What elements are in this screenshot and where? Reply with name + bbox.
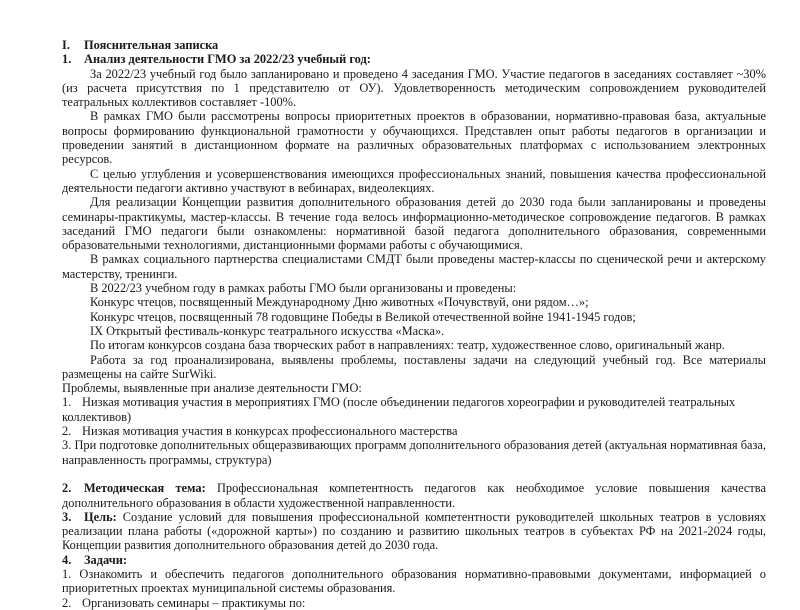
event-item: Конкурс чтецов, посвященный 78 годовщине Победы в Великой отечественной войне 1941-1945 годов;: [90, 309, 636, 324]
section-2-methodical-theme: 2. Методическая тема: Профессиональная компетентность педагогов как необходимое условие повышения качества дополнительного образования в области художественной направленности.: [62, 481, 766, 510]
event-item: Конкурс чтецов, посвященный Международному Дню животных «Почувствуй, они рядом…»;: [90, 295, 589, 310]
section-3-goal: 3. Цель: Создание условий для повышения профессиональной компетентности руководителей школьных театров в условиях реализации плана работы («дорожной карты») по созданию и развитию школьных театров в субъектах РФ на 2021-2024 годы, Концепции развития дополнительного образования детей до 2030 года.: [62, 509, 766, 553]
task-item: 2. Организовать семинары – практикумы по:: [62, 595, 306, 610]
paragraph-partnership: В рамках социального партнерства специалистами СМДТ были проведены мастер-классы по сценической речи и актерскому мастерству, тренинги.: [62, 252, 766, 281]
paragraph-webinars: С целью углубления и усовершенствования имеющихся профессиональных знаний, повышения качества профессиональной деятельности педагоги активно участвуют в вебинарах, видеолекциях.: [62, 166, 766, 195]
event-item: IX Открытый фестиваль-конкурс театрального искусства «Маска».: [90, 323, 445, 338]
section-I-heading: I. Пояснительная записка: [62, 38, 219, 52]
paragraph-concept: Для реализации Концепции развития дополнительного образования детей до 2030 года были запланированы и проведены семинары-практикумы, мастер-классы. В течение года велось информационно-методическое сопровождение педагогов. В рамках заседаний ГМО педагоги были ознакомлены: нормативной базой педагога дополнительного образования, современными образовательными технологиями, дистанционными формами работы с обучающимися.: [62, 195, 766, 253]
problem-item: 1. Низкая мотивация участия в мероприятиях ГМО (после объединении педагогов хореографии и руководителей театральных коллективов): [62, 395, 736, 424]
spacer: [62, 467, 766, 481]
task-item: 1. Ознакомить и обеспечить педагогов дополнительного образования нормативно-правовыми документами, информацией о приоритетных проектах муниципальной системы образования.: [62, 566, 766, 596]
paragraph-topics: В рамках ГМО были рассмотрены вопросы приоритетных проектов в образовании, нормативно-правовая база, актуальные вопросы формированию функциональной грамотности у обучающихся. Представлен опыт работы педагогов в организации и проведении занятий в дистанционном формате на различных образовательных платформах с использованием электронных ресурсов.: [62, 109, 766, 167]
section-4-tasks-heading: 4. Задачи:: [62, 552, 127, 567]
events-intro: В 2022/23 учебном году в рамках работы ГМО были организованы и проведены:: [90, 281, 517, 296]
event-item: По итогам конкурсов создана база творческих работ в направлениях: театр, художественное слово, оригинальный жанр.: [90, 338, 725, 353]
problem-item: 2. Низкая мотивация участия в конкурсах профессионального мастерства: [62, 424, 458, 439]
problem-item: 3. При подготовке дополнительных общеразвивающих программ дополнительного образования детей (актуальная нормативная база, направленность программы, структура): [62, 438, 766, 467]
document-page: [62, 38, 766, 610]
summary-paragraph: Работа за год проанализирована, выявлены проблемы, поставлены задачи на следующий учебный год. Все материалы размещены на сайте SurWiki.: [62, 352, 766, 381]
paragraph-meetings: За 2022/23 учебный год было запланировано и проведено 4 заседания ГМО. Участие педагогов в заседаниях составляет ~30% (из расчета присутствия по 1 представителю от ОУ). Удовлетворенность методическим сопровождением руководителей театральных коллективов составляет -100%.: [62, 66, 766, 110]
problems-title: Проблемы, выявленные при анализе деятельности ГМО:: [62, 381, 362, 396]
section-1-heading: 1. Анализ деятельности ГМО за 2022/23 учебный год:: [62, 52, 371, 67]
